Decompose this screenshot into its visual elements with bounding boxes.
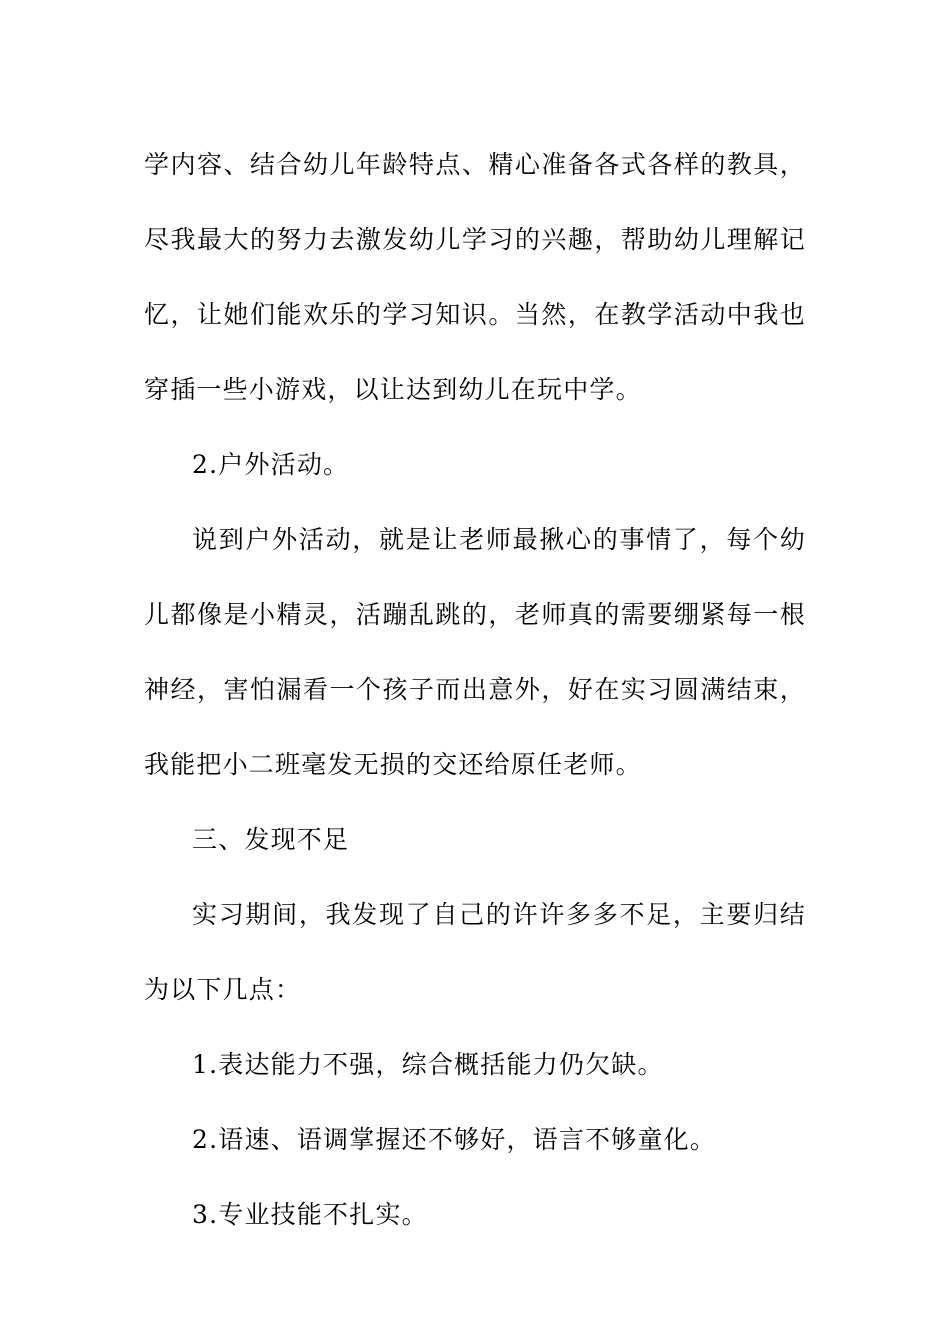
list-item-expression: 1.表达能力不强，综合概括能力仍欠缺。 [192,1050,664,1079]
paragraph-outdoor-activities: 说到户外活动，就是让老师最揪心的事情了，每个幼儿都像是小精灵，活蹦乱跳的，老师真的需要绷紧每一根神经，害怕漏看一个孩子而出意外，好在实习圆满结束，我能把小二班毫发无损的交还给原任老师。 [144,525,806,779]
heading-outdoor-activities: 2.户外活动。 [192,450,350,479]
document-body [144,127,806,1252]
paragraph-shortcomings-intro: 实习期间，我发现了自己的许许多多不足，主要归结为以下几点： [144,900,806,1004]
list-item-speech: 2.语速、语调掌握还不够好，语言不够童化。 [192,1125,717,1154]
paragraph-teaching-content: 学内容、结合幼儿年龄特点、精心准备各式各样的教具，尽我最大的努力去激发幼儿学习的兴趣，帮助幼儿理解记忆，让她们能欢乐的学习知识。当然，在教学活动中我也穿插一些小游戏，以让达到幼儿在玩中学。 [144,150,806,404]
heading-shortcomings: 三、发现不足 [192,825,350,854]
list-item-skills: 3.专业技能不扎实。 [192,1200,428,1229]
